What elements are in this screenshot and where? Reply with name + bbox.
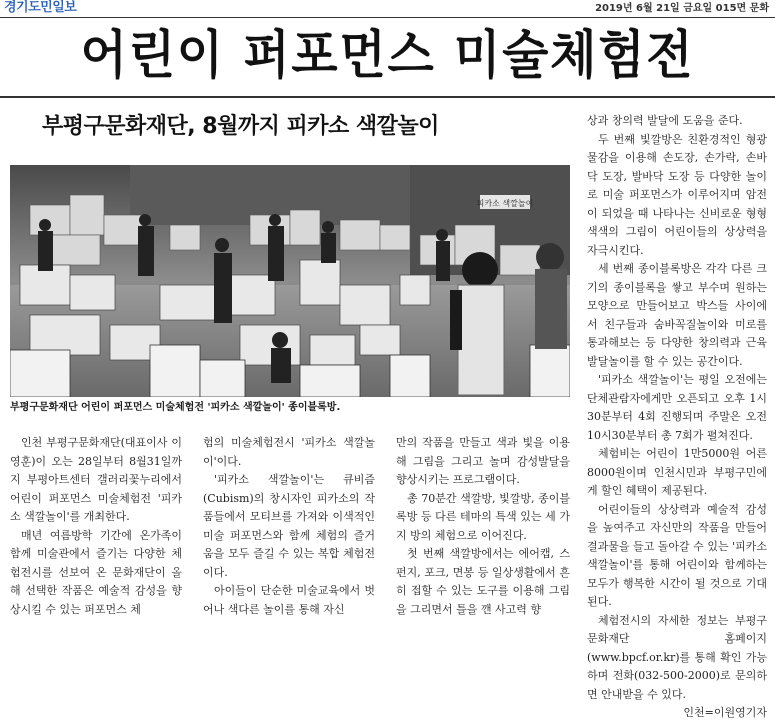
paragraph: 첫 번째 색깔방에서는 에어캡, 스펀지, 포크, 면봉 등 일상생활에서 흔히 접할 수 있는 도구를 이용해 그림을 그리면서 틀을 깬 사고력 향 [396, 547, 570, 616]
paragraph: '피카소 색깔놀이'는 큐비즘(Cubism)의 창시자인 피카소의 작품들에서 모티브를 가져와 이색적인 미술 퍼포먼스와 함께 체험의 즐거움을 모두 즐길 수 있는 복합 체험전이다. [203, 473, 375, 579]
photo-sign-text: 피카소 색깔놀이 [476, 199, 534, 208]
paragraph: 아이들이 단순한 미술교육에서 벗어나 색다른 놀이를 통해 자신 [203, 584, 375, 616]
paragraph: 두 번째 빛깔방은 친환경적인 형광물감을 이용해 손도장, 손가락, 손바닥 도장, 발바닥 도장 등 다양한 놀이로 미술 퍼포먼스가 이루어지며 암전이 되었을 때 나타나는 신비로운 형형색색의 그림이 어린이들의 상상력을 자극시킨다. [587, 132, 767, 257]
paragraph: 만의 작품을 만들고 색과 빛을 이용해 그림을 그리고 놀며 감성발달을 향상시키는 프로그램이다. [396, 436, 570, 486]
article-column-2 [203, 434, 375, 619]
paragraph: 체험전시의 자세한 정보는 부평구문화재단 홈페이지(www.bpcf.or.kr)를 통해 확인 가능하며 전화(032-500-2000)로 문의하면 안내받을 수 있다. [587, 613, 767, 701]
paragraph: 매년 여름방학 기간에 온가족이 함께 미술관에서 즐기는 다양한 체험전시를 선보여 온 문화재단이 올해 선택한 작품은 예술적 감성을 향상시킬 수 있는 퍼포먼스 체 [10, 528, 182, 616]
paragraph: 인천 부평구문화재단(대표이사 이영훈)이 오는 28일부터 8월31일까지 부평아트센터 갤러리꽃누리에서 어린이 퍼포먼스 미술체험전 '피카소 색깔놀이'를 개최한다. [10, 436, 182, 523]
headline-rule [0, 96, 775, 98]
photo-caption: 부평구문화재단 어린이 퍼포먼스 미술체험전 '피카소 색깔놀이' 종이블록방. [10, 402, 341, 413]
subheadline: 부평구문화재단, 8월까지 피카소 색깔놀이 [42, 114, 439, 139]
byline: 인천=이원영기자 [683, 706, 767, 719]
paragraph: 세 번째 종이블록방은 각각 다른 크기의 종이블록을 쌓고 부수며 원하는 모양으로 만들어보고 박스들 사이에서 친구들과 숨바꼭질놀이와 미로를 통과해보는 등 다양한 창의력과 근육발달놀이를 할 수 있는 공간이다. [587, 262, 767, 368]
article-column-3 [396, 434, 570, 619]
dateline: 2019년 6월 21일 금요일 015면 문화 [595, 3, 769, 14]
masthead [0, 0, 775, 18]
paragraph: 어린이들의 상상력과 예술적 감성을 높여주고 자신만의 작품을 만들어 결과물을 들고 돌아갈 수 있는 '피카소 색깔놀이'를 통해 어린이와 함께하는 모두가 행복한 시간이 될 것으로 기대된다. [587, 502, 767, 608]
paragraph: 상과 창의력 발달에 도움을 준다. [587, 114, 743, 127]
article-column-1 [10, 434, 182, 619]
article-photo [10, 165, 570, 397]
newspaper-name: 경기도민일보 [4, 0, 77, 15]
paragraph: '피카소 색깔놀이'는 평일 오전에는 단체관람자에게만 오픈되고 오후 1시30분부터 4회 진행되며 주말은 오전 10시30분부터 총 7회가 펼쳐진다. [587, 373, 767, 442]
paragraph: 험의 미술체험전시 '피카소 색깔놀이'이다. [203, 436, 375, 468]
article-column-4 [587, 112, 767, 723]
headline: 어린이 퍼포먼스 미술체험전 [80, 26, 695, 86]
paragraph: 체험비는 어린이 1만5000원 어른 8000원이며 인천시민과 부평구민에게 할인 혜택이 제공된다. [587, 447, 767, 497]
paragraph: 총 70분간 색깔방, 빛깔방, 종이블록방 등 다른 테마의 특색 있는 세 가지 방의 체험으로 이어진다. [396, 491, 570, 542]
